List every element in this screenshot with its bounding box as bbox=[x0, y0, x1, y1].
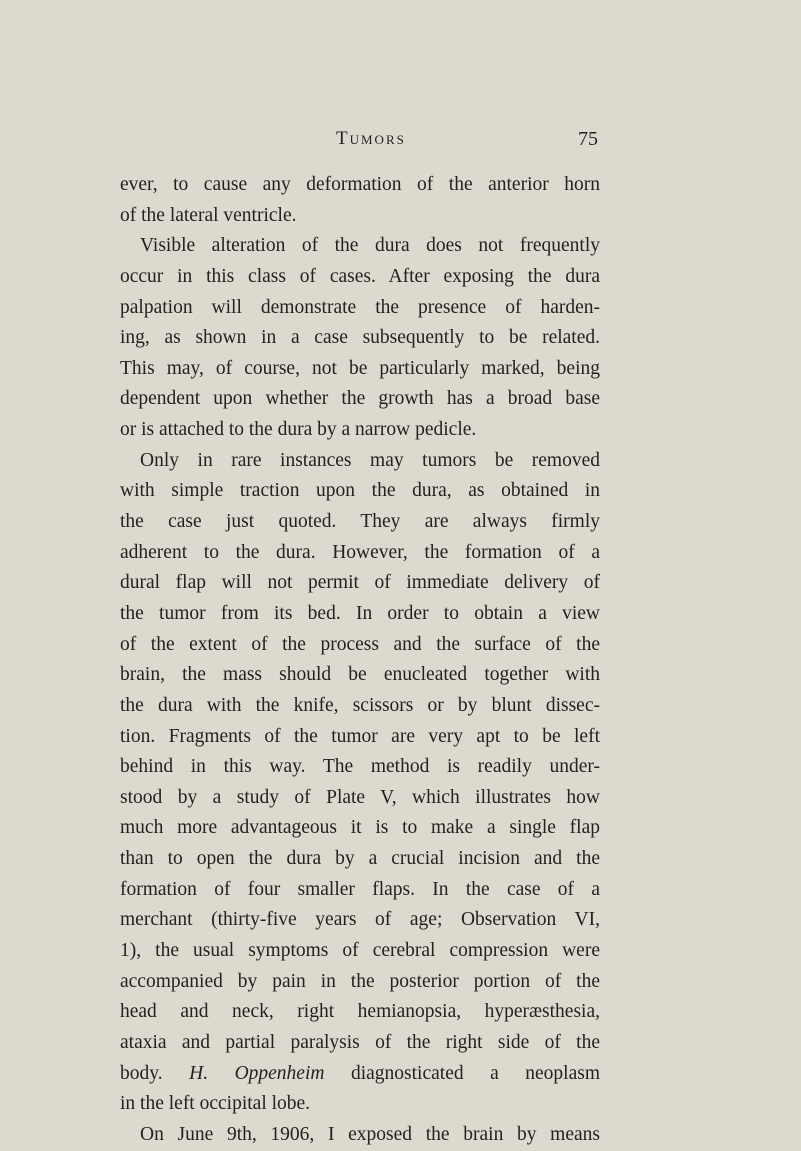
text-line bbox=[120, 783, 600, 814]
text-line-content: brain, the mass should be enucleated together with bbox=[120, 664, 600, 686]
text-line-content: Only in rare instances may tumors be removed bbox=[140, 449, 600, 471]
text-line-content: merchant (thirty-five years of age; Observation VI, bbox=[120, 909, 600, 931]
text-line bbox=[120, 844, 600, 875]
text-line-content: body. bbox=[120, 1062, 190, 1084]
text-line-content: accompanied by pain in the posterior portion of the bbox=[120, 970, 600, 992]
text-line bbox=[120, 476, 600, 507]
text-line bbox=[120, 446, 600, 477]
text-line bbox=[120, 1028, 600, 1059]
text-line-content: 1), the usual symptoms of cerebral compression were bbox=[120, 940, 600, 962]
text-line bbox=[120, 630, 600, 661]
text-line-content: in the left occipital lobe. bbox=[120, 1093, 311, 1115]
text-line bbox=[120, 170, 600, 201]
text-line-content: formation of four smaller flaps. In the case of a bbox=[120, 878, 600, 900]
text-line-content: Visible alteration of the dura does not frequently bbox=[140, 235, 600, 257]
text-line bbox=[120, 293, 600, 324]
text-line bbox=[120, 568, 600, 599]
text-line bbox=[120, 691, 600, 722]
text-line bbox=[120, 936, 600, 967]
text-line-content: tion. Fragments of the tumor are very apt to be left bbox=[120, 725, 600, 747]
text-line-content: than to open the dura by a crucial incision and the bbox=[120, 848, 600, 870]
text-line bbox=[120, 967, 600, 998]
text-line-content: of the lateral ventricle. bbox=[120, 204, 297, 226]
text-line-content: On June 9th, 1906, I exposed the brain by means bbox=[140, 1123, 600, 1145]
body-text bbox=[120, 170, 600, 1151]
text-line bbox=[120, 1059, 600, 1090]
text-line bbox=[120, 875, 600, 906]
text-line-content: stood by a study of Plate V, which illustrates how bbox=[120, 786, 600, 808]
text-line-content: head and neck, right hemianopsia, hyperæsthesia, bbox=[120, 1001, 600, 1023]
text-line-content: the case just quoted. They are always firmly bbox=[120, 511, 600, 533]
text-line-content: adherent to the dura. However, the formation of a bbox=[120, 541, 600, 563]
text-line bbox=[120, 384, 600, 415]
text-line-content: dural flap will not permit of immediate delivery of bbox=[120, 572, 600, 594]
text-line-content: dependent upon whether the growth has a broad base bbox=[120, 388, 600, 410]
text-line bbox=[120, 599, 600, 630]
text-line bbox=[120, 1089, 600, 1120]
author-name: H. Oppenheim bbox=[189, 1062, 325, 1084]
text-line-content: behind in this way. The method is readily under- bbox=[120, 756, 600, 778]
text-line-content: much more advantageous it is to make a single flap bbox=[120, 817, 600, 839]
text-line-content: or is attached to the dura by a narrow pedicle. bbox=[120, 419, 477, 441]
running-title: Tumors bbox=[336, 128, 406, 149]
text-line bbox=[120, 323, 600, 354]
text-line bbox=[120, 813, 600, 844]
text-line bbox=[120, 507, 600, 538]
text-line-content: with simple traction upon the dura, as obtained in bbox=[120, 480, 600, 502]
text-line-content: ever, to cause any deformation of the anterior horn bbox=[120, 174, 600, 195]
text-line bbox=[120, 722, 600, 753]
text-line-content: palpation will demonstrate the presence of harden- bbox=[120, 296, 600, 318]
text-line-content: the tumor from its bed. In order to obtain a view bbox=[120, 602, 600, 624]
text-line-content: of the extent of the process and the surface of the bbox=[120, 633, 600, 655]
text-line-content: diagnosticated a neoplasm bbox=[324, 1062, 600, 1084]
text-line bbox=[120, 1120, 600, 1151]
text-line bbox=[120, 660, 600, 691]
text-line-content: the dura with the knife, scissors or by blunt dissec- bbox=[120, 694, 600, 716]
text-line bbox=[120, 201, 600, 232]
text-line bbox=[120, 538, 600, 569]
text-line bbox=[120, 905, 600, 936]
text-line bbox=[120, 415, 600, 446]
text-line bbox=[120, 231, 600, 262]
text-line bbox=[120, 354, 600, 385]
text-line-content: ataxia and partial paralysis of the right side of the bbox=[120, 1031, 600, 1053]
text-line-content: This may, of course, not be particularly marked, being bbox=[120, 357, 600, 379]
text-line bbox=[120, 997, 600, 1028]
text-line-content: ing, as shown in a case subsequently to be related. bbox=[120, 327, 600, 349]
text-line bbox=[120, 752, 600, 783]
page-number: 75 bbox=[578, 128, 598, 150]
text-line bbox=[120, 262, 600, 293]
running-head bbox=[120, 128, 600, 160]
text-line-content: occur in this class of cases. After exposing the dura bbox=[120, 265, 600, 287]
